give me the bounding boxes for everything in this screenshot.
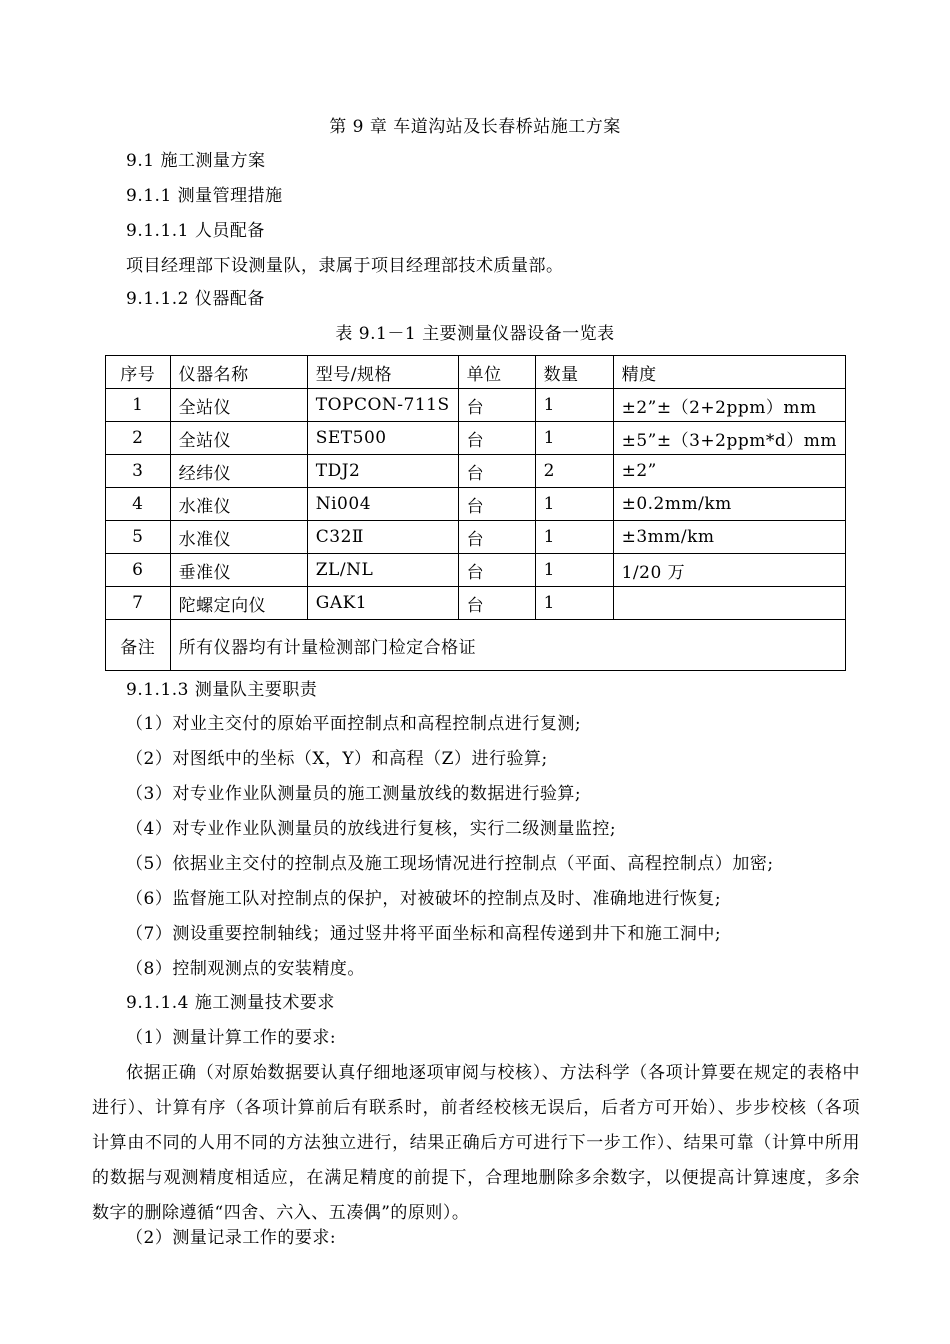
table-cell bbox=[613, 587, 845, 620]
table-cell: 台 bbox=[458, 422, 535, 455]
table-caption: 表 9.1－1 主要测量仪器设备一览表 bbox=[335, 324, 615, 344]
table-cell: 5 bbox=[106, 521, 171, 554]
header-cell: 数量 bbox=[535, 356, 613, 389]
table-cell: 垂准仪 bbox=[170, 554, 307, 587]
table-cell: 1 bbox=[106, 389, 171, 422]
chapter-title: 第 9 章 车道沟站及长春桥站施工方案 bbox=[329, 117, 621, 137]
table-cell: GAK1 bbox=[307, 587, 458, 620]
table-header-row bbox=[106, 356, 846, 389]
table-cell: 台 bbox=[458, 554, 535, 587]
duty-item: （8）控制观测点的安装精度。 bbox=[126, 959, 365, 979]
section-heading-9-1-1-2: 9.1.1.2 仪器配备 bbox=[126, 289, 265, 309]
table-cell: ±0.2mm/km bbox=[613, 488, 845, 521]
note-text: 所有仪器均有计量检测部门检定合格证 bbox=[170, 620, 845, 671]
table-cell: 经纬仪 bbox=[170, 455, 307, 488]
table-cell: 1 bbox=[535, 587, 613, 620]
header-cell: 仪器名称 bbox=[170, 356, 307, 389]
section-heading-9-1-1-4: 9.1.1.4 施工测量技术要求 bbox=[126, 993, 335, 1013]
table-cell: 台 bbox=[458, 587, 535, 620]
header-cell: 单位 bbox=[458, 356, 535, 389]
table-cell: 1 bbox=[535, 422, 613, 455]
table-cell: 6 bbox=[106, 554, 171, 587]
table-cell: 水准仪 bbox=[170, 488, 307, 521]
table-cell: TOPCON-711S bbox=[307, 389, 458, 422]
table-cell: 全站仪 bbox=[170, 422, 307, 455]
table-cell: C32Ⅱ bbox=[307, 521, 458, 554]
table-note-row bbox=[106, 620, 846, 671]
table-row bbox=[106, 389, 846, 422]
table-row bbox=[106, 422, 846, 455]
duty-item: （5）依据业主交付的控制点及施工现场情况进行控制点（平面、高程控制点）加密; bbox=[126, 854, 774, 874]
duty-item: （2）对图纸中的坐标（X，Y）和高程（Z）进行验算; bbox=[126, 749, 548, 769]
table-cell: 4 bbox=[106, 488, 171, 521]
table-cell: 1 bbox=[535, 554, 613, 587]
table-cell: 1 bbox=[535, 521, 613, 554]
table-cell: 台 bbox=[458, 389, 535, 422]
table-cell: 7 bbox=[106, 587, 171, 620]
header-cell: 型号/规格 bbox=[307, 356, 458, 389]
table-cell: ±2”±（2+2ppm）mm bbox=[613, 389, 845, 422]
table-cell: 全站仪 bbox=[170, 389, 307, 422]
section-heading-9-1-1-3: 9.1.1.3 测量队主要职责 bbox=[126, 680, 318, 700]
duty-item: （7）测设重要控制轴线；通过竖井将平面坐标和高程传递到井下和施工洞中; bbox=[126, 924, 722, 944]
personnel-paragraph: 项目经理部下设测量队，隶属于项目经理部技术质量部。 bbox=[126, 256, 564, 276]
duty-item: （3）对专业作业队测量员的施工测量放线的数据进行验算; bbox=[126, 784, 582, 804]
section-heading-9-1-1-1: 9.1.1.1 人员配备 bbox=[126, 221, 265, 241]
calculation-requirements-paragraph: 依据正确（对原始数据要认真仔细地逐项审阅与校核）、方法科学（各项计算要在规定的表格中进行）、计算有序（各项计算前后有联系时，前者经校核无误后，后者方可开始）、步步校核（各项计算由不同的人用不同的方法独立进行，结果正确后方可进行下一步工作）、结果可靠（计算中所用的数据与观测精度相适应，在满足精度的前提下，合理地删除多余数字，以便提高计算速度，多余数字的删除遵循“四舍、六入、五凑偶”的原则）。 bbox=[92, 1063, 860, 1223]
table-cell: 1 bbox=[535, 488, 613, 521]
section-heading-9-1-1: 9.1.1 测量管理措施 bbox=[126, 186, 283, 206]
table-row bbox=[106, 587, 846, 620]
table-row bbox=[106, 521, 846, 554]
table-cell: 1/20 万 bbox=[613, 554, 845, 587]
table-cell: 1 bbox=[535, 389, 613, 422]
table-cell: TDJ2 bbox=[307, 455, 458, 488]
note-label: 备注 bbox=[106, 620, 171, 671]
table-cell: 3 bbox=[106, 455, 171, 488]
instrument-table bbox=[105, 355, 846, 671]
duty-item: （6）监督施工队对控制点的保护，对被破坏的控制点及时、准确地进行恢复; bbox=[126, 889, 722, 909]
duty-item: （4）对专业作业队测量员的放线进行复核，实行二级测量监控; bbox=[126, 819, 617, 839]
requirement-heading: （2）测量记录工作的要求: bbox=[126, 1228, 337, 1248]
section-heading-9-1: 9.1 施工测量方案 bbox=[126, 151, 266, 171]
table-row bbox=[106, 488, 846, 521]
table-cell: 台 bbox=[458, 455, 535, 488]
table-cell: 台 bbox=[458, 521, 535, 554]
table-cell: 2 bbox=[106, 422, 171, 455]
table-row bbox=[106, 455, 846, 488]
table-row bbox=[106, 554, 846, 587]
duty-item: （1）对业主交付的原始平面控制点和高程控制点进行复测; bbox=[126, 714, 582, 734]
table-cell: ±2” bbox=[613, 455, 845, 488]
table-cell: ZL/NL bbox=[307, 554, 458, 587]
table-cell: 台 bbox=[458, 488, 535, 521]
requirement-heading: （1）测量计算工作的要求: bbox=[126, 1028, 337, 1048]
table-cell: ±5”±（3+2ppm*d）mm bbox=[613, 422, 845, 455]
table-cell: 2 bbox=[535, 455, 613, 488]
header-cell: 序号 bbox=[106, 356, 171, 389]
table-cell: 水准仪 bbox=[170, 521, 307, 554]
table-cell: 陀螺定向仪 bbox=[170, 587, 307, 620]
table-cell: Ni004 bbox=[307, 488, 458, 521]
table-cell: ±3mm/km bbox=[613, 521, 845, 554]
header-cell: 精度 bbox=[613, 356, 845, 389]
table-cell: SET500 bbox=[307, 422, 458, 455]
